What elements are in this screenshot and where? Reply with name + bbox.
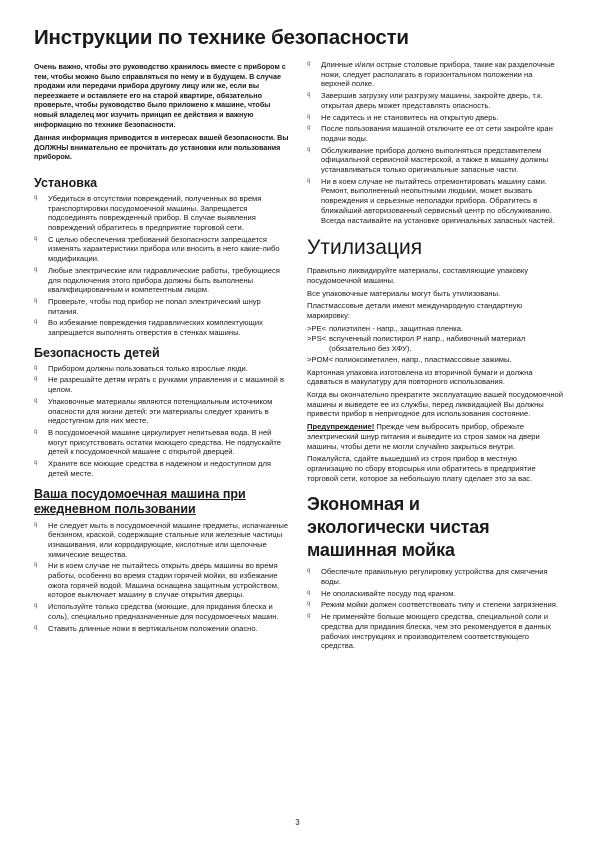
list-item: q Во избежание повреждения гидравлических комплектующих запрещается выполнять отверстия в стенках машины. (34, 318, 263, 338)
list-item: q Не применяйте больше моющего средства, специальной соли и средства для придания блеска, чем это рекомендуется в данных рабочих инструкциях и производителем соответствующего средства. (307, 612, 552, 651)
disposal-paragraph: Картонная упаковка изготовлена из вторичной бумаги и должна сдаваться в макулатуру для повторного использования. (307, 367, 533, 387)
marking-text: вспученный полистирол P напр., набивочный материал (обязательно без ХФУ). (329, 334, 526, 354)
list-item: q Не следует мыть в посудомоечной машине предметы, испачканные бензином, краской, содержащие стальные или железные частицы изнашивания, или корродирующие, кислотные или щелочные химические вещества. (34, 520, 289, 559)
bullet-icon: q (34, 429, 38, 435)
installation-list (34, 194, 293, 338)
eco-heading: Экономная и экологически чистая машинная мойка (307, 494, 490, 561)
list-item: q Ставить длинные ножи в вертикальном положении опасно. (34, 623, 258, 633)
bullet-icon: q (34, 376, 38, 383)
right-column (307, 60, 563, 659)
bullet-icon: q (307, 613, 311, 620)
list-item: q Не разрешайте детям играть с ручками управления и с машиной в целом. (34, 375, 284, 395)
marking-text: полиэтилен - напр., защитная пленка. (329, 323, 464, 333)
bullet-icon: q (34, 562, 38, 569)
page-number: 3 (295, 818, 300, 827)
list-item: q Убедиться в отсутствии повреждений, полученных во время транспортировки посудомоечной машины. Запрещается подсоединять поврежденный прибор. В случае выявления повреждений обратитесь в предприятие торговой сети. (34, 193, 262, 233)
intro-paragraph: Очень важно, чтобы это руководство хранилось вместе с прибором с тем, чтобы можно было справляться по нему и в будущем. В случае продажи или передачи прибора другому лицу или же, если вы переезжаете и оставляете его на старой квартире, обязательно проверьте, чтобы руководство было приложено к машине, чтобы новый владелец мог изучить принцип ее действия и важную информацию по технике безопасности. (34, 62, 286, 129)
daily-use-heading: Ваша посудомоечная машина при ежедневном пользовании (34, 486, 246, 516)
list-item: q Режим мойки должен соответствовать типу и степени загрязнения. (307, 600, 559, 610)
bullet-icon: q (34, 460, 38, 467)
list-item: q Ни в коем случае не пытайтесь открыть дверь машины во время работы, особенно во время стадии горячей мойки, во избежание ожога горячей водой. Машина оснащена защитным устройством, которое выключает машину в случае открытия дверцы. (34, 561, 280, 600)
bullet-icon: q (34, 297, 38, 304)
marking-code: >PE< (307, 323, 326, 333)
bullet-icon: q (34, 266, 38, 273)
bullet-icon: q (34, 194, 38, 201)
bullet-icon: q (34, 319, 38, 326)
bullet-icon: q (307, 589, 311, 596)
bullet-icon: q (34, 603, 38, 610)
daily-use-list (34, 521, 293, 634)
bullet-icon: q (34, 624, 38, 631)
list-item: q Используйте только средства (моющие, для придания блеска и соль), специально предназначенные для посудомоечных машин. (34, 602, 279, 621)
intro-warning-paragraph: Данная информация приводится в интересах вашей безопасности. Вы ДОЛЖНЫ внимательно ее прочитать до установки или пользования прибором. (34, 133, 289, 162)
bullet-icon: q (34, 521, 38, 528)
marking-code: >PS< (307, 334, 326, 344)
list-item: q Завершив загрузку или разгрузку машины, закройте дверь, т.к. открытая дверь может представлять опасность. (307, 91, 543, 110)
list-item: q Не садитесь и не становитесь на открытую дверь. (307, 112, 499, 122)
installation-heading: Установка (34, 175, 98, 190)
bullet-icon: q (307, 113, 311, 120)
bullet-icon: q (307, 146, 311, 153)
list-item: q Любые электрические или гидравлические работы, требующиеся для подключения этого прибора должны быть выполнены квалифицированным и компетентным лицом. (34, 265, 280, 295)
bullet-icon: q (34, 235, 38, 242)
disposal-paragraph: Все упаковочные материалы могут быть утилизованы. (307, 288, 501, 298)
bullet-icon: q (307, 92, 311, 99)
disposal-paragraph: Когда вы окончательно прекратите эксплуатацию вашей посудомоечной машины и выведете ее из службы, перед ликвидацией Вы должны привести прибор в непригодное для использования состояние. (307, 389, 563, 419)
list-item: q Не ополаскивайте посуду под краном. (307, 588, 456, 598)
child-safety-heading: Безопасность детей (34, 345, 160, 360)
bullet-icon: q (307, 601, 311, 608)
list-item: q Обслуживание прибора должно выполняться представителем официальной сервисной мастерской, а также в машину должны устанавливаться только оригинальные запасные части. (307, 145, 549, 175)
list-item: q Обеспечьте правильную регулировку устройства для смягчения воды. (307, 567, 548, 587)
bullet-icon: q (34, 364, 38, 371)
disposal-warning: Предупреждение! Прежде чем выбросить прибор, обрежьте электрический шнур питания и выведите из строя замок на двери машины, чтобы дети не могли случайно закрыться внутри. (307, 422, 540, 451)
marking-code: >POM< (307, 354, 334, 364)
list-item: q Упаковочные материалы являются потенциальным источником опасности для жизни детей: эти материалы следует хранить в недоступном для них месте. (34, 396, 273, 426)
list-item: q С целью обеспечения требований безопасности запрещается изменять характеристики прибора или вносить в него какие-либо модификации. (34, 234, 280, 264)
left-column (34, 62, 293, 641)
list-item: q Проверьте, чтобы под прибор не попал электрический шнур питания. (34, 296, 261, 316)
list-item: q В посудомоечной машине циркулирует непитьевая вода. В ней могут присутствовать остатки моющего средства. Не подпускайте детей к посудомоечной машине с открытой дверцей. (34, 428, 282, 457)
disposal-paragraph: Пожалуйста, сдайте вышедший из строя прибор в местную организацию по сбору вторсырья или обратитесь в предприятие торговой сети, которое за небольшую плату сделает это за вас. (307, 454, 536, 483)
warning-label: Предупреждение! (307, 422, 375, 432)
page-title: Инструкции по технике безопасности (34, 26, 409, 49)
bullet-icon: q (307, 177, 311, 184)
list-item: q После пользования машиной отключите ее от сети закройте кран подачи воды. (307, 124, 553, 143)
list-item: q Ни в коем случае не пытайтесь отремонтировать машину сами. Ремонт, выполненный неопытными людьми, может вызвать повреждения и серьезные неполадки прибора. Обратитесь в ближайший авторизованный сервисный центр по обслуживанию. Всегда настаивайте на установке оригинальных запасных частей. (307, 176, 555, 225)
bullet-icon: q (307, 61, 311, 67)
marking-text: полиоксиметилен, напр., пластмассовые зажимы. (335, 354, 512, 364)
bullet-icon: q (34, 397, 38, 404)
disposal-heading: Утилизация (307, 236, 423, 260)
bullet-icon: q (307, 568, 311, 575)
list-item: q Длинные и/или острые столовые прибора, такие как разделочные ножи, следует располагать в горизонтальном положении на верхней полке. (307, 60, 555, 89)
list-item: q Прибором должны пользоваться только взрослые люди. (34, 363, 248, 373)
bullet-icon: q (307, 125, 311, 132)
safety-continued-list (307, 60, 563, 225)
disposal-paragraph: Пластмассовые детали имеют международную стандартную маркировку: (307, 301, 523, 321)
marking-row (307, 324, 563, 334)
disposal-paragraph: Правильно ликвидируйте материалы, составляющие упаковку посудомоечной машины. (307, 266, 529, 285)
list-item: q Храните все моющие средства в надежном и недоступном для детей месте. (34, 459, 271, 478)
eco-list (307, 567, 563, 651)
child-safety-list (34, 364, 293, 479)
marking-row (307, 355, 563, 365)
marking-row (307, 334, 563, 353)
